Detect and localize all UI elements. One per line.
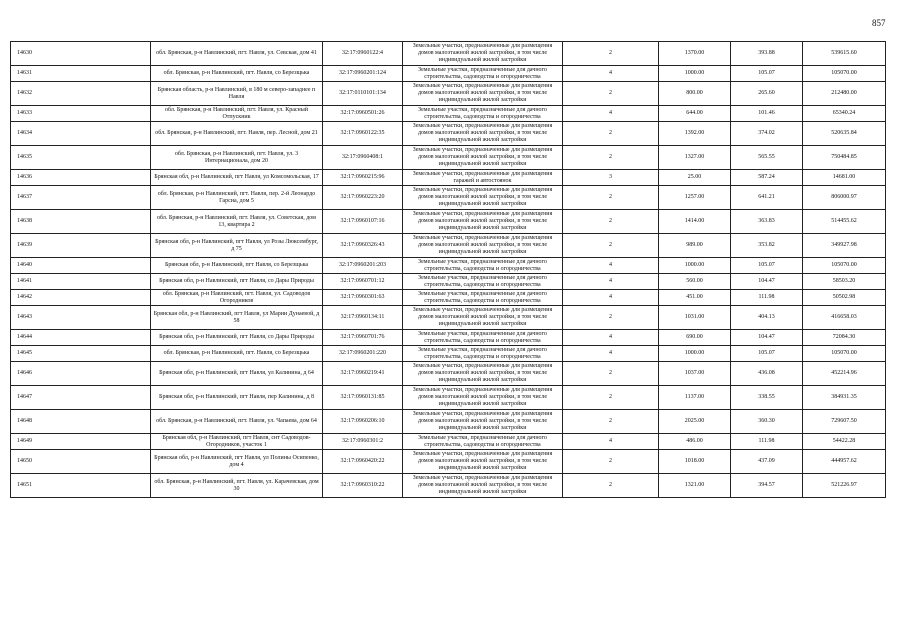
row-total-value: 50502.98 [803,290,886,306]
row-area: 1000.00 [659,258,731,274]
row-group-code: 2 [563,122,659,146]
table-row [11,450,886,474]
row-id: 14641 [11,274,151,290]
row-specific-value: 265.60 [731,82,803,106]
row-specific-value: 587.24 [731,170,803,186]
row-address: Брянская обл, р-н Навлинский, пгт Навля, ул Розы Люксембург, д 75 [151,234,323,258]
table-row [11,210,886,234]
row-group-code: 2 [563,210,659,234]
row-land-purpose: Земельные участки, предназначенные для размещения домов малоэтажной жилой застройки, в том числе индивидуальной жилой застройки [403,410,563,434]
row-total-value: 521226.97 [803,474,886,498]
table-row [11,106,886,122]
row-land-purpose: Земельные участки, предназначенные для размещения домов малоэтажной жилой застройки, в том числе индивидуальной жилой застройки [403,306,563,330]
row-cadastral-number: 32:17:0960301:63 [323,290,403,306]
row-total-value: 444957.62 [803,450,886,474]
table-row [11,258,886,274]
table-row [11,274,886,290]
table-row [11,170,886,186]
row-total-value: 72084.30 [803,330,886,346]
row-land-purpose: Земельные участки, предназначенные для размещения домов малоэтажной жилой застройки, в том числе индивидуальной жилой застройки [403,186,563,210]
row-area: 25.00 [659,170,731,186]
row-group-code: 4 [563,346,659,362]
row-id: 14644 [11,330,151,346]
row-cadastral-number: 32:17:0960223:20 [323,186,403,210]
row-id: 14650 [11,450,151,474]
row-group-code: 4 [563,258,659,274]
row-cadastral-number: 32:17:0960501:26 [323,106,403,122]
row-specific-value: 105.07 [731,346,803,362]
row-area: 1370.00 [659,42,731,66]
row-total-value: 416658.03 [803,306,886,330]
row-cadastral-number: 32:17:0960201:220 [323,346,403,362]
row-group-code: 2 [563,186,659,210]
row-id: 14639 [11,234,151,258]
row-specific-value: 104.47 [731,330,803,346]
table-row [11,362,886,386]
row-address: обл. Брянская, р-н Навлинский, пгт. Навля, ул. Советская, дом 13, квартира 2 [151,210,323,234]
row-cadastral-number: 32:17:0960420:22 [323,450,403,474]
row-address: обл. Брянская, р-н Навлинский, пгт. Навля, ул. 3 Интернационала, дом 20 [151,146,323,170]
row-specific-value: 338.55 [731,386,803,410]
table-row [11,306,886,330]
row-id: 14632 [11,82,151,106]
row-land-purpose: Земельные участки, предназначенные для размещения домов малоэтажной жилой застройки, в том числе индивидуальной жилой застройки [403,450,563,474]
row-id: 14631 [11,66,151,82]
row-id: 14634 [11,122,151,146]
row-cadastral-number: 32:17:0960215:96 [323,170,403,186]
row-address: Брянская обл, р-н Навлинский, пгт Навля, ул Марии Дунаевой, д 58 [151,306,323,330]
row-specific-value: 436.08 [731,362,803,386]
row-land-purpose: Земельные участки, предназначенные для дачного строительства, садоводства и огородничества [403,330,563,346]
row-cadastral-number: 32:17:0960701:12 [323,274,403,290]
row-group-code: 2 [563,386,659,410]
row-group-code: 4 [563,330,659,346]
row-group-code: 2 [563,234,659,258]
row-land-purpose: Земельные участки, предназначенные для размещения домов малоэтажной жилой застройки, в том числе индивидуальной жилой застройки [403,362,563,386]
row-id: 14645 [11,346,151,362]
row-land-purpose: Земельные участки, предназначенные для дачного строительства, садоводства и огородничества [403,106,563,122]
row-address: обл. Брянская, р-н Навлинский, пгт. Навля, ул. Красный Отпускник [151,106,323,122]
row-address: Брянская обл, р-н Навлинский, пгт Навля, ул Калинина, д 64 [151,362,323,386]
row-id: 14636 [11,170,151,186]
row-id: 14633 [11,106,151,122]
row-address: Брянская область, р-н Навлинский, в 180 м северо-западнее п Навля [151,82,323,106]
row-specific-value: 105.07 [731,66,803,82]
row-cadastral-number: 32:17:0960122:4 [323,42,403,66]
row-land-purpose: Земельные участки, предназначенные для дачного строительства, садоводства и огородничества [403,274,563,290]
table-row [11,42,886,66]
table-row [11,186,886,210]
row-address: обл. Брянская, р-н Навлинский, пгт. Навля, пер. Лесной, дом 21 [151,122,323,146]
row-land-purpose: Земельные участки, предназначенные для размещения гаражей и автостоянок [403,170,563,186]
row-address: Брянская обл, р-н Навлинский, пгт Навля, пер Калинина, д 8 [151,386,323,410]
row-address: обл. Брянская, р-н Навлинский, пгт. Навля, со Березщька [151,66,323,82]
row-address: Брянская обл, р-н Навлинский, пгт Навля, со Дары Природы [151,330,323,346]
table-row [11,66,886,82]
page-number: 857 [872,18,886,28]
row-group-code: 2 [563,474,659,498]
row-group-code: 2 [563,306,659,330]
row-total-value: 349927.98 [803,234,886,258]
row-total-value: 14681.00 [803,170,886,186]
row-area: 989.00 [659,234,731,258]
row-total-value: 452214.96 [803,362,886,386]
row-id: 14635 [11,146,151,170]
row-address: обл. Брянская, р-н Навлинский, пгт. Навля, ул. Карачевская, дом 30 [151,474,323,498]
row-address: Брянская обл, р-н Навлинский, пгт Навля, со Березщька [151,258,323,274]
row-total-value: 105070.00 [803,258,886,274]
row-specific-value: 393.88 [731,42,803,66]
row-cadastral-number: 32:17:0960131:85 [323,386,403,410]
row-id: 14651 [11,474,151,498]
row-area: 690.00 [659,330,731,346]
row-total-value: 520635.84 [803,122,886,146]
table-row [11,346,886,362]
row-address: обл. Брянская, р-н Навлинский, пгт. Навля, пер. 2-й Леонардо Гарсиа, дом 5 [151,186,323,210]
row-group-code: 2 [563,450,659,474]
row-specific-value: 105.07 [731,258,803,274]
row-cadastral-number: 32:17:0960326:43 [323,234,403,258]
row-id: 14642 [11,290,151,306]
row-cadastral-number: 32:17:0960122:35 [323,122,403,146]
row-address: Брянская обл, р-н Навлинский, пгт Навля, ул Комсомольская, 17 [151,170,323,186]
table-row [11,290,886,306]
row-land-purpose: Земельные участки, предназначенные для дачного строительства, садоводства и огородничества [403,290,563,306]
table-row [11,474,886,498]
row-specific-value: 363.83 [731,210,803,234]
row-land-purpose: Земельные участки, предназначенные для размещения домов малоэтажной жилой застройки, в том числе индивидуальной жилой застройки [403,146,563,170]
row-group-code: 2 [563,362,659,386]
row-total-value: 58503.20 [803,274,886,290]
row-cadastral-number: 32:17:0960201:124 [323,66,403,82]
row-total-value: 212480.00 [803,82,886,106]
row-address: обл. Брянская, р-н Навлинский, пгт. Навля, ул. Чапаева, дом 64 [151,410,323,434]
row-group-code: 4 [563,434,659,450]
table-row [11,330,886,346]
row-total-value: 65340.24 [803,106,886,122]
row-specific-value: 641.21 [731,186,803,210]
row-specific-value: 111.98 [731,290,803,306]
row-area: 1037.00 [659,362,731,386]
row-specific-value: 360.30 [731,410,803,434]
row-land-purpose: Земельные участки, предназначенные для дачного строительства, садоводства и огородничества [403,258,563,274]
row-cadastral-number: 32:17:0960310:22 [323,474,403,498]
row-id: 14638 [11,210,151,234]
row-total-value: 729607.50 [803,410,886,434]
row-id: 14637 [11,186,151,210]
row-total-value: 514455.62 [803,210,886,234]
row-area: 1414.00 [659,210,731,234]
row-specific-value: 111.98 [731,434,803,450]
row-total-value: 105070.00 [803,66,886,82]
row-area: 1000.00 [659,346,731,362]
row-specific-value: 353.82 [731,234,803,258]
row-address: обл. Брянская, р-н Навлинский, пгт. Навля, ул. Севская, дом 41 [151,42,323,66]
row-address: обл. Брянская, р-н Навлинский, пгт. Навля, со Березщька [151,346,323,362]
row-specific-value: 437.09 [731,450,803,474]
row-land-purpose: Земельные участки, предназначенные для размещения домов малоэтажной жилой застройки, в том числе индивидуальной жилой застройки [403,234,563,258]
row-id: 14646 [11,362,151,386]
row-group-code: 2 [563,410,659,434]
row-land-purpose: Земельные участки, предназначенные для размещения домов малоэтажной жилой застройки, в том числе индивидуальной жилой застройки [403,82,563,106]
row-cadastral-number: 32:17:0960219:41 [323,362,403,386]
row-cadastral-number: 32:17:0960408:1 [323,146,403,170]
row-area: 2025.00 [659,410,731,434]
row-specific-value: 565.55 [731,146,803,170]
row-area: 486.00 [659,434,731,450]
row-cadastral-number: 32:17:0960301:2 [323,434,403,450]
row-area: 1018.00 [659,450,731,474]
row-cadastral-number: 32:17:0960701:76 [323,330,403,346]
row-cadastral-number: 32:17:0960107:16 [323,210,403,234]
row-area: 1031.00 [659,306,731,330]
row-area: 1327.00 [659,146,731,170]
row-area: 1392.00 [659,122,731,146]
table-row [11,386,886,410]
row-area: 1000.00 [659,66,731,82]
table-row [11,434,886,450]
row-land-purpose: Земельные участки, предназначенные для размещения домов малоэтажной жилой застройки, в том числе индивидуальной жилой застройки [403,474,563,498]
row-specific-value: 104.47 [731,274,803,290]
table-row [11,122,886,146]
row-group-code: 2 [563,42,659,66]
row-group-code: 4 [563,290,659,306]
row-land-purpose: Земельные участки, предназначенные для дачного строительства, садоводства и огородничества [403,66,563,82]
row-area: 644.00 [659,106,731,122]
row-specific-value: 374.02 [731,122,803,146]
row-land-purpose: Земельные участки, предназначенные для размещения домов малоэтажной жилой застройки, в том числе индивидуальной жилой застройки [403,210,563,234]
row-land-purpose: Земельные участки, предназначенные для размещения домов малоэтажной жилой застройки, в том числе индивидуальной жилой застройки [403,42,563,66]
row-total-value: 105070.00 [803,346,886,362]
row-land-purpose: Земельные участки, предназначенные для размещения домов малоэтажной жилой застройки, в том числе индивидуальной жилой застройки [403,122,563,146]
row-total-value: 806000.97 [803,186,886,210]
row-land-purpose: Земельные участки, предназначенные для дачного строительства, садоводства и огородничества [403,346,563,362]
table-row [11,234,886,258]
table-row [11,146,886,170]
row-id: 14640 [11,258,151,274]
row-group-code: 2 [563,146,659,170]
row-total-value: 54422.28 [803,434,886,450]
row-area: 1137.00 [659,386,731,410]
row-address: Брянская обл, р-н Навлинский, пгт Навля, снт Садоводов-Огородников, участок 1 [151,434,323,450]
row-area: 451.00 [659,290,731,306]
row-specific-value: 101.46 [731,106,803,122]
row-id: 14647 [11,386,151,410]
row-total-value: 384931.35 [803,386,886,410]
row-cadastral-number: 32:17:0960201:203 [323,258,403,274]
row-area: 560.00 [659,274,731,290]
row-specific-value: 394.57 [731,474,803,498]
row-group-code: 4 [563,66,659,82]
row-area: 1321.00 [659,474,731,498]
row-address: Брянская обл, р-н Навлинский, пгт Навля, ул Полины Осипенко, дом 4 [151,450,323,474]
row-total-value: 750484.85 [803,146,886,170]
table-row [11,82,886,106]
row-land-purpose: Земельные участки, предназначенные для размещения домов малоэтажной жилой застройки, в том числе индивидуальной жилой застройки [403,386,563,410]
row-area: 800.00 [659,82,731,106]
row-id: 14649 [11,434,151,450]
table-row [11,410,886,434]
row-id: 14643 [11,306,151,330]
row-address: Брянская обл, р-н Навлинский, пгт Навля, со Дары Природы [151,274,323,290]
row-group-code: 3 [563,170,659,186]
row-group-code: 4 [563,274,659,290]
row-area: 1257.00 [659,186,731,210]
row-cadastral-number: 32:17:0960134:11 [323,306,403,330]
row-group-code: 2 [563,82,659,106]
row-land-purpose: Земельные участки, предназначенные для дачного строительства, садоводства и огородничества [403,434,563,450]
row-cadastral-number: 32:17:0960206:10 [323,410,403,434]
row-total-value: 539615.60 [803,42,886,66]
row-group-code: 4 [563,106,659,122]
row-address: обл. Брянская, р-н Навлинский, пгт. Навля, ул. Садоводов Огородников [151,290,323,306]
row-specific-value: 404.13 [731,306,803,330]
row-id: 14648 [11,410,151,434]
cadastral-value-table [10,41,886,498]
row-id: 14630 [11,42,151,66]
row-cadastral-number: 32:17:0110101:134 [323,82,403,106]
